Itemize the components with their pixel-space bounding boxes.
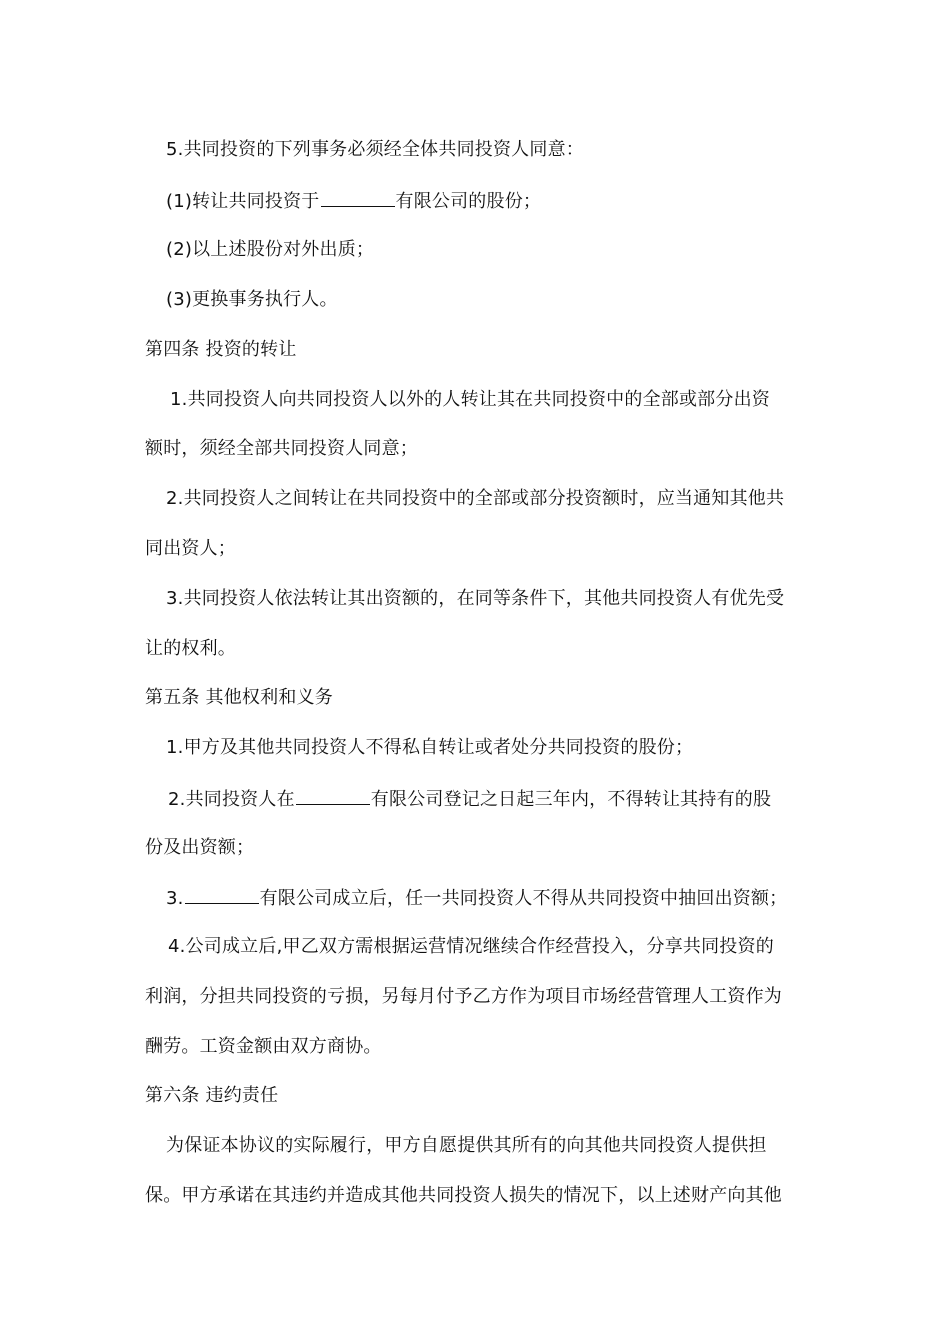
clause-5-item-2: [166, 238, 374, 262]
article-6-paragraph: [166, 1134, 767, 1158]
text-line: 3.共同投资人依法转让其出资额的，在同等条件下，其他共同投资人有优先受: [166, 588, 785, 609]
text-line: 同出资人；: [145, 538, 236, 559]
clause-5-intro: [166, 138, 584, 162]
text-line: 利润，分担共同投资的亏损，另每月付予乙方作为项目市场经营管理人工资作为: [145, 986, 782, 1007]
clause-5-item-3: [166, 288, 338, 312]
article-5-clause-3: [166, 885, 787, 911]
article-4-clause-3: [166, 587, 784, 611]
article-5-clause-2: [168, 786, 771, 812]
blank-field[interactable]: [185, 885, 259, 904]
text-line: 额时，须经全部共同投资人同意；: [145, 438, 418, 459]
article-4-clause-3-cont: [145, 637, 236, 661]
article-5-clause-1: [166, 736, 693, 760]
article-6-paragraph-cont: [145, 1184, 782, 1208]
text-line: (1)转让共同投资于: [166, 191, 320, 212]
text-line: 有限公司的股份；: [395, 191, 542, 212]
article-6-heading: [145, 1084, 278, 1108]
text-line: 4.公司成立后,甲乙双方需根据运营情况继续合作经营投入，分享共同投资的: [168, 936, 774, 957]
text-line: (3)更换事务执行人。: [166, 289, 338, 310]
text-line: 为保证本协议的实际履行，甲方自愿提供其所有的向其他共同投资人提供担: [166, 1135, 767, 1156]
text-line: 1.甲方及其他共同投资人不得私自转让或者处分共同投资的股份；: [166, 737, 694, 758]
article-4-clause-1: [170, 388, 770, 412]
text-line: 份及出资额；: [145, 837, 255, 858]
blank-field[interactable]: [296, 786, 370, 805]
text-line: 3.: [166, 888, 184, 909]
text-line: 2.共同投资人之间转让在共同投资中的全部或部分投资额时，应当通知其他共: [166, 488, 785, 509]
text-line: 有限公司成立后，任一共同投资人不得从共同投资中抽回出资额；: [259, 888, 788, 909]
text-line: 让的权利。: [145, 638, 236, 659]
section-heading: 第四条 投资的转让: [145, 339, 297, 360]
article-5-heading: [145, 686, 333, 710]
article-5-clause-2-cont: [145, 836, 254, 860]
section-heading: 第五条 其他权利和义务: [145, 687, 333, 708]
text-line: 保。甲方承诺在其违约并造成其他共同投资人损失的情况下，以上述财产向其他: [145, 1185, 782, 1206]
article-4-heading: [145, 338, 297, 362]
blank-field[interactable]: [321, 188, 395, 207]
text-line: (2)以上述股份对外出质；: [166, 239, 375, 260]
article-4-clause-2-cont: [145, 537, 236, 561]
section-heading: 第六条 违约责任: [145, 1085, 279, 1106]
article-5-clause-4-cont: [145, 1035, 382, 1059]
article-5-clause-4: [168, 935, 774, 959]
article-5-clause-4-cont: [145, 985, 782, 1009]
article-4-clause-2: [166, 487, 784, 511]
clause-5-item-1: [166, 188, 541, 214]
text-line: 5.共同投资的下列事务必须经全体共同投资人同意：: [166, 139, 584, 160]
text-line: 2.共同投资人在: [168, 789, 295, 810]
text-line: 酬劳。工资金额由双方商协。: [145, 1036, 382, 1057]
text-line: 有限公司登记之日起三年内，不得转让其持有的股: [370, 789, 772, 810]
article-4-clause-1-cont: [145, 437, 418, 461]
text-line: 1.共同投资人向共同投资人以外的人转让其在共同投资中的全部或部分出资: [170, 389, 770, 410]
